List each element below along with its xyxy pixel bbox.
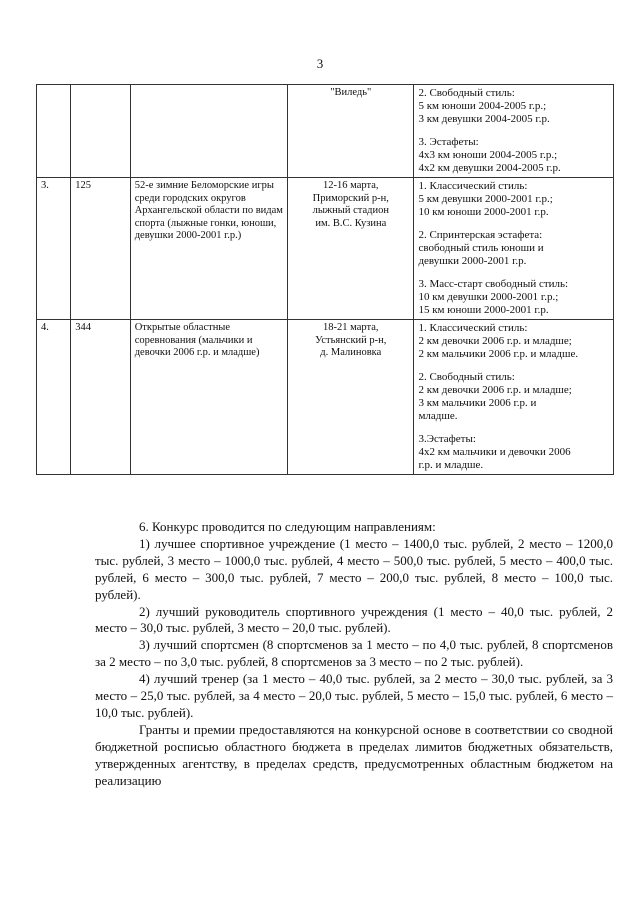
place-line: 12-16 марта, (323, 180, 379, 191)
place-line: им. В.С. Кузина (315, 217, 387, 229)
events-table (36, 84, 614, 475)
disciplines-cell (414, 85, 614, 178)
discipline-line: 4х2 км девушки 2004-2005 г.р. (418, 162, 561, 174)
paragraph-best-coach: 4) лучший тренер (за 1 место – 40,0 тыс. рублей, за 2 место – 30,0 тыс. рублей, за 3 место – 25,0 тыс. рублей, за 4 место – 20,0 тыс. рублей, 5 место – 15,0 тыс. рублей, 6 место – 10,0 тыс. рублей). (95, 671, 613, 720)
event-code-cell: 125 (71, 178, 130, 320)
discipline-line: 3 км девушки 2004-2005 г.р. (418, 113, 550, 125)
discipline-line: 2. Свободный стиль: (418, 371, 515, 383)
disciplines-cell (414, 178, 614, 320)
discipline-line: девушки 2000-2001 г.р. (418, 255, 527, 267)
discipline-line: младше. (418, 410, 458, 422)
place-line: Устьянский р-н, (315, 334, 387, 346)
discipline-line: 1. Классический стиль: (418, 180, 528, 192)
table-row (37, 178, 614, 320)
discipline-line: 3. Эстафеты: (418, 136, 479, 148)
discipline-line: 10 км девушки 2000-2001 г.р.; (418, 291, 559, 303)
discipline-line: 3.Эстафеты: (418, 433, 476, 445)
event-name-cell: Открытые областные соревнования (мальчики и девочки 2006 г.р. и младше) (130, 320, 287, 475)
table-row (37, 320, 614, 475)
paragraph-best-athlete: 3) лучший спортсмен (8 спортсменов за 1 место – по 4,0 тыс. рублей, 8 спортсменов за 2 место – по 3,0 тыс. рублей, 8 спортсменов за 3 место – по 2 тыс. рублей). (95, 637, 613, 670)
discipline-line: 3. Масс-старт свободный стиль: (418, 278, 569, 290)
discipline-line: свободный стиль юноши и (418, 242, 544, 254)
discipline-line: г.р. и младше. (418, 459, 484, 471)
events-table-body (37, 85, 614, 475)
event-name-cell (130, 85, 287, 178)
discipline-line: 2 км мальчики 2006 г.р. и младше. (418, 348, 579, 360)
event-code-cell: 344 (71, 320, 130, 475)
discipline-line: 15 км юноши 2000-2001 г.р. (418, 304, 549, 316)
place-line: д. Малиновка (320, 347, 382, 358)
discipline-line: 2. Свободный стиль: (418, 87, 515, 99)
discipline-line: 4х3 км юноши 2004-2005 г.р.; (418, 149, 558, 161)
place-line: 18-21 марта, (323, 322, 379, 333)
discipline-line: 1. Классический стиль: (418, 322, 528, 334)
event-name-cell: 52-е зимние Беломорские игры среди городских округов Архангельской области по видам спорта (лыжные гонки, юноши, девушки 2000-2001 г.р.) (130, 178, 287, 320)
discipline-line: 2 км девочки 2006 г.р. и младше; (418, 335, 572, 347)
row-number-cell (37, 85, 71, 178)
paragraph-grants: Гранты и премии предоставляются на конкурсной основе в соответствии со сводной бюджетной росписью областного бюджета в пределах лимитов бюджетных обязательств, утвержденных агентству, в пределах средств, предусмотренных областным бюджетом на реализацию (95, 721, 613, 788)
place-line: "Виледь" (330, 87, 372, 98)
table-row (37, 85, 614, 178)
discipline-line: 2. Спринтерская эстафета: (418, 229, 543, 241)
disciplines-cell (414, 320, 614, 475)
place-line: лыжный стадион (312, 205, 389, 216)
discipline-line: 5 км девушки 2000-2001 г.р.; (418, 193, 553, 205)
event-code-cell (71, 85, 130, 178)
discipline-line: 5 км юноши 2004-2005 г.р.; (418, 100, 547, 112)
discipline-line: 3 км мальчики 2006 г.р. и (418, 397, 537, 409)
row-number-cell: 3. (37, 178, 71, 320)
event-place-cell (288, 320, 414, 475)
contest-directions-text (95, 519, 613, 790)
paragraph-best-manager: 2) лучший руководитель спортивного учреждения (1 место – 40,0 тыс. рублей, 2 место – 30,0 тыс. рублей, 3 место – 20,0 тыс. рублей). (95, 603, 613, 636)
place-line: Приморский р-н, (312, 192, 389, 204)
discipline-line: 10 км юноши 2000-2001 г.р. (418, 206, 549, 218)
row-number-cell: 4. (37, 320, 71, 475)
page-number: 3 (316, 56, 324, 71)
event-place-cell (288, 178, 414, 320)
discipline-line: 2 км девочки 2006 г.р. и младше; (418, 384, 572, 396)
event-place-cell (288, 85, 414, 178)
paragraph-intro: 6. Конкурс проводится по следующим направлениям: (139, 519, 436, 534)
discipline-line: 4х2 км мальчики и девочки 2006 (418, 446, 571, 458)
paragraph-best-institution: 1) лучшее спортивное учреждение (1 место – 1400,0 тыс. рублей, 2 место – 1200,0 тыс. рублей, 3 место – 1000,0 тыс. рублей, 4 место – 500,0 тыс. рублей, 5 место – 400,0 тыс. рублей, 6 место – 300,0 тыс. рублей, 7 место – 200,0 тыс. рублей, 8 место – 100,0 тыс. рублей). (95, 535, 613, 602)
